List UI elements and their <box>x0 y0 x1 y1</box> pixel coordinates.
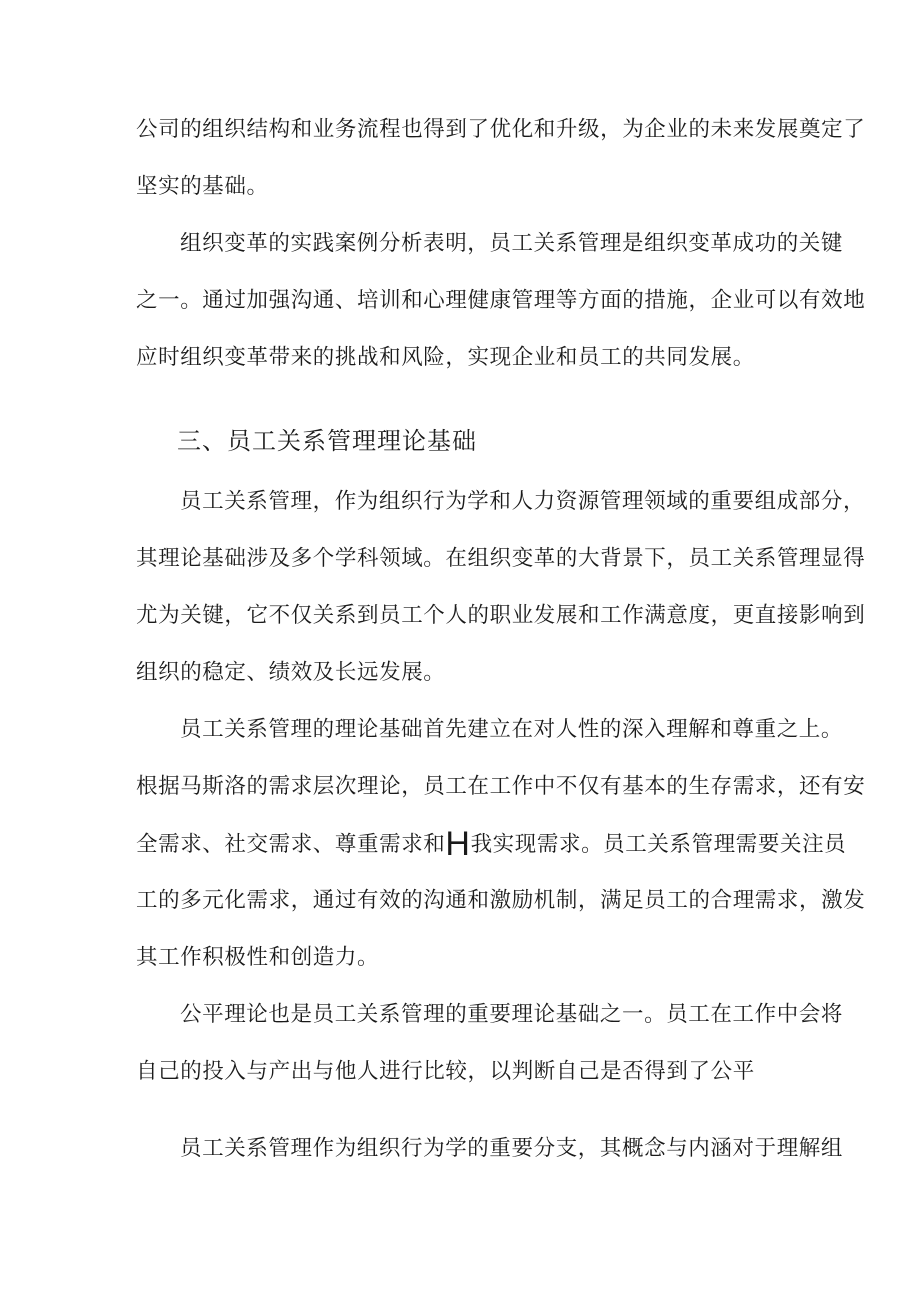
paragraph-5-line-2: 自己的投入与产出与他人进行比较，以判断自己是否得到了公平 <box>136 1059 755 1084</box>
paragraph-4-line-3-part-2: 我实现需求。员工关系管理需要关注员 <box>470 832 847 857</box>
paragraph-6-line-1: 员工关系管理作为组织行为学的重要分支，其概念与内涵对于理解组 <box>180 1136 844 1161</box>
paragraph-2-line-1: 组织变革的实践案例分析表明，员工关系管理是组织变革成功的关键 <box>180 231 844 256</box>
paragraph-3-line-3: 尤为关键，它不仅关系到员工个人的职业发展和工作满意度，更直接影响到 <box>136 603 866 628</box>
paragraph-2-line-3: 应时组织变革带来的挑战和风险，实现企业和员工的共同发展。 <box>136 345 755 370</box>
paragraph-4-line-1: 员工关系管理的理论基础首先建立在对人性的深入理解和尊重之上。 <box>180 717 844 742</box>
paragraph-4-line-5: 其工作积极性和创造力。 <box>136 945 380 970</box>
paragraph-4-line-3 <box>136 825 847 863</box>
paragraph-2-line-2: 之一。通过加强沟通、培训和心理健康管理等方面的措施，企业可以有效地 <box>136 288 866 313</box>
paragraph-1-line-2: 坚实的基础。 <box>136 174 269 199</box>
paragraph-3-line-1: 员工关系管理，作为组织行为学和人力资源管理领域的重要组成部分， <box>180 489 866 514</box>
paragraph-4-line-4: 工的多元化需求，通过有效的沟通和激励机制，满足员工的合理需求，激发 <box>136 888 866 913</box>
stray-h-glyph: H <box>445 825 471 863</box>
paragraph-5-line-1: 公平理论也是员工关系管理的重要理论基础之一。员工在工作中会将 <box>180 1002 844 1027</box>
paragraph-4-line-3-part-1: 全需求、社交需求、尊重需求和 <box>136 832 446 857</box>
paragraph-3-line-4: 组织的稳定、绩效及长远发展。 <box>136 660 446 685</box>
paragraph-4-line-2: 根据马斯洛的需求层次理论，员工在工作中不仅有基本的生存需求，还有安 <box>136 774 866 799</box>
paragraph-1-line-1: 公司的组织结构和业务流程也得到了优化和升级，为企业的未来发展奠定了 <box>136 117 866 142</box>
paragraph-3-line-2: 其理论基础涉及多个学科领域。在组织变革的大背景下，员工关系管理显得 <box>136 546 866 571</box>
section-heading: 三、员工关系管理理论基础 <box>177 427 477 455</box>
